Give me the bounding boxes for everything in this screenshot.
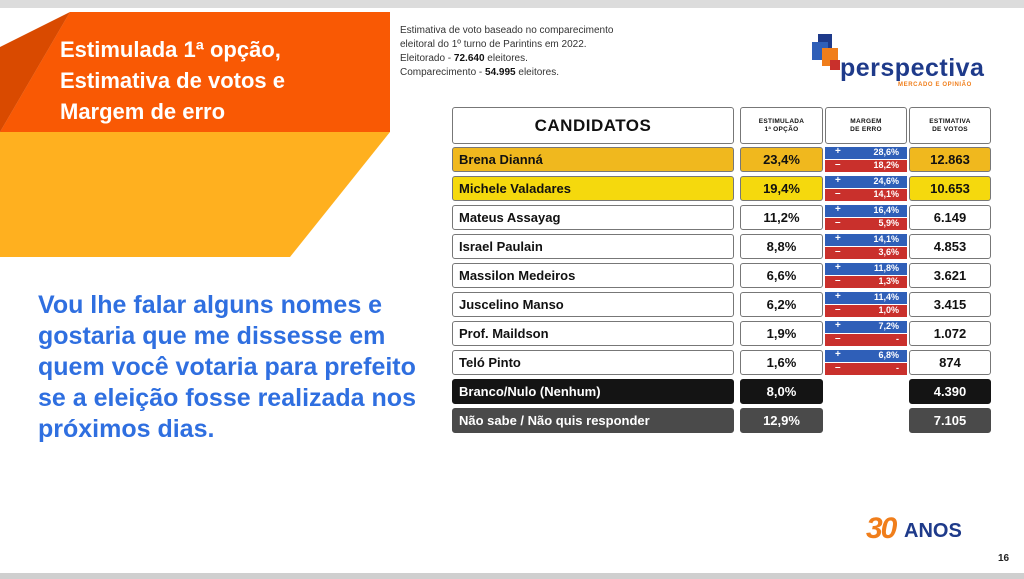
stimulated-percent: 8,0%: [740, 379, 823, 404]
minus-icon: –: [835, 188, 841, 199]
candidate-name: Brena Dianná: [452, 147, 734, 172]
candidate-name: Massilon Medeiros: [452, 263, 734, 288]
title-block: [0, 12, 390, 257]
stimulated-percent: 11,2%: [740, 205, 823, 230]
stimulated-percent: 12,9%: [740, 408, 823, 433]
note-line-2: eleitoral do 1º turno de Parintins em 2022.: [400, 39, 587, 50]
plus-icon: +: [835, 291, 841, 302]
window-top-edge: [0, 0, 1024, 8]
margin-upper-value: 6,8%: [878, 350, 899, 360]
margin-lower: [825, 276, 907, 288]
note-turnout: Comparecimento - 54.995 eleitores.: [400, 67, 559, 78]
margin-of-error: [825, 263, 907, 288]
badge-text: ANOS: [904, 520, 962, 542]
plus-icon: +: [835, 349, 841, 360]
margin-of-error: [825, 176, 907, 201]
header-stimulated: ESTIMULADA 1ª OPÇÃO: [740, 107, 823, 144]
margin-lower-value: 3,6%: [878, 247, 899, 257]
plus-icon: +: [835, 175, 841, 186]
vote-estimate: 10.653: [909, 176, 991, 201]
vote-estimate: 12.863: [909, 147, 991, 172]
margin-upper: [825, 263, 907, 275]
minus-icon: –: [835, 333, 841, 344]
slide-title: [60, 34, 390, 127]
header-margin: MARGEM DE ERRO: [825, 107, 907, 144]
methodology-note: [400, 24, 700, 80]
vote-estimate: 7.105: [909, 408, 991, 433]
margin-upper-value: 14,1%: [873, 234, 899, 244]
margin-upper: [825, 292, 907, 304]
candidate-name: Michele Valadares: [452, 176, 734, 201]
margin-upper-value: 28,6%: [873, 147, 899, 157]
window-bottom-edge: [0, 573, 1024, 579]
stimulated-percent: 23,4%: [740, 147, 823, 172]
title-line-1: Estimulada 1ª opção,: [60, 37, 281, 62]
logo-name: perspectiva: [840, 54, 985, 82]
vote-estimate: 4.853: [909, 234, 991, 259]
margin-lower: [825, 189, 907, 201]
logo-tagline: MERCADO E OPINIÃO: [898, 82, 972, 88]
title-line-3: Margem de erro: [60, 99, 226, 124]
margin-upper-value: 16,4%: [873, 205, 899, 215]
minus-icon: –: [835, 275, 841, 286]
margin-upper: [825, 350, 907, 362]
margin-upper: [825, 147, 907, 159]
margin-of-error: [825, 292, 907, 317]
plus-icon: +: [835, 233, 841, 244]
vote-estimate: 6.149: [909, 205, 991, 230]
plus-icon: +: [835, 204, 841, 215]
margin-upper-value: 11,8%: [873, 263, 899, 273]
header-candidates: CANDIDATOS: [452, 107, 734, 144]
thirty-years-badge: [866, 512, 986, 546]
margin-upper: [825, 321, 907, 333]
margin-lower-value: 5,9%: [878, 218, 899, 228]
candidate-name: Mateus Assayag: [452, 205, 734, 230]
plus-icon: +: [835, 320, 841, 331]
margin-lower-value: 18,2%: [873, 160, 899, 170]
candidate-name: Juscelino Manso: [452, 292, 734, 317]
margin-of-error: [825, 205, 907, 230]
header-estimate: ESTIMATIVA DE VOTOS: [909, 107, 991, 144]
margin-upper: [825, 205, 907, 217]
margin-of-error: [825, 350, 907, 375]
margin-lower: [825, 247, 907, 259]
vote-estimate: 3.415: [909, 292, 991, 317]
badge-number: 30: [866, 512, 896, 545]
plus-icon: +: [835, 146, 841, 157]
minus-icon: –: [835, 246, 841, 257]
margin-lower-value: 1,3%: [878, 276, 899, 286]
stimulated-percent: 8,8%: [740, 234, 823, 259]
stimulated-percent: 6,2%: [740, 292, 823, 317]
vote-estimate: 4.390: [909, 379, 991, 404]
margin-lower-value: 14,1%: [873, 189, 899, 199]
vote-estimate: 3.621: [909, 263, 991, 288]
page-number: 16: [998, 553, 1010, 564]
margin-upper: [825, 234, 907, 246]
stimulated-percent: 19,4%: [740, 176, 823, 201]
results-table: [452, 107, 992, 437]
margin-of-error: [825, 147, 907, 172]
margin-of-error: [825, 234, 907, 259]
margin-upper: [825, 176, 907, 188]
margin-of-error: [825, 321, 907, 346]
margin-lower-value: 1,0%: [878, 305, 899, 315]
minus-icon: –: [835, 362, 841, 373]
margin-upper-value: 11,4%: [873, 292, 899, 302]
stimulated-percent: 1,6%: [740, 350, 823, 375]
margin-lower: [825, 363, 907, 375]
plus-icon: +: [835, 262, 841, 273]
margin-upper-value: 24,6%: [873, 176, 899, 186]
stimulated-percent: 1,9%: [740, 321, 823, 346]
margin-upper-value: 7,2%: [878, 321, 899, 331]
minus-icon: –: [835, 159, 841, 170]
survey-question: Vou lhe falar alguns nomes e gostaria que me dissesse em quem você votaria para prefeito se a eleição fosse realizada nos próximos dias.: [38, 291, 416, 443]
margin-lower: [825, 305, 907, 317]
title-line-2: Estimativa de votos e: [60, 68, 285, 93]
minus-icon: –: [835, 304, 841, 315]
margin-lower: [825, 218, 907, 230]
note-line-1: Estimativa de voto baseado no comparecimento: [400, 25, 614, 36]
category-name: Não sabe / Não quis responder: [452, 408, 734, 433]
category-name: Branco/Nulo (Nenhum): [452, 379, 734, 404]
margin-lower-value: -: [896, 363, 899, 373]
candidate-name: Teló Pinto: [452, 350, 734, 375]
stimulated-percent: 6,6%: [740, 263, 823, 288]
candidate-name: Israel Paulain: [452, 234, 734, 259]
margin-lower: [825, 160, 907, 172]
note-electorate: Eleitorado - 72.640 eleitores.: [400, 53, 528, 64]
perspectiva-logo: [810, 32, 990, 94]
candidate-name: Prof. Maildson: [452, 321, 734, 346]
margin-lower: [825, 334, 907, 346]
vote-estimate: 1.072: [909, 321, 991, 346]
minus-icon: –: [835, 217, 841, 228]
margin-lower-value: -: [896, 334, 899, 344]
vote-estimate: 874: [909, 350, 991, 375]
